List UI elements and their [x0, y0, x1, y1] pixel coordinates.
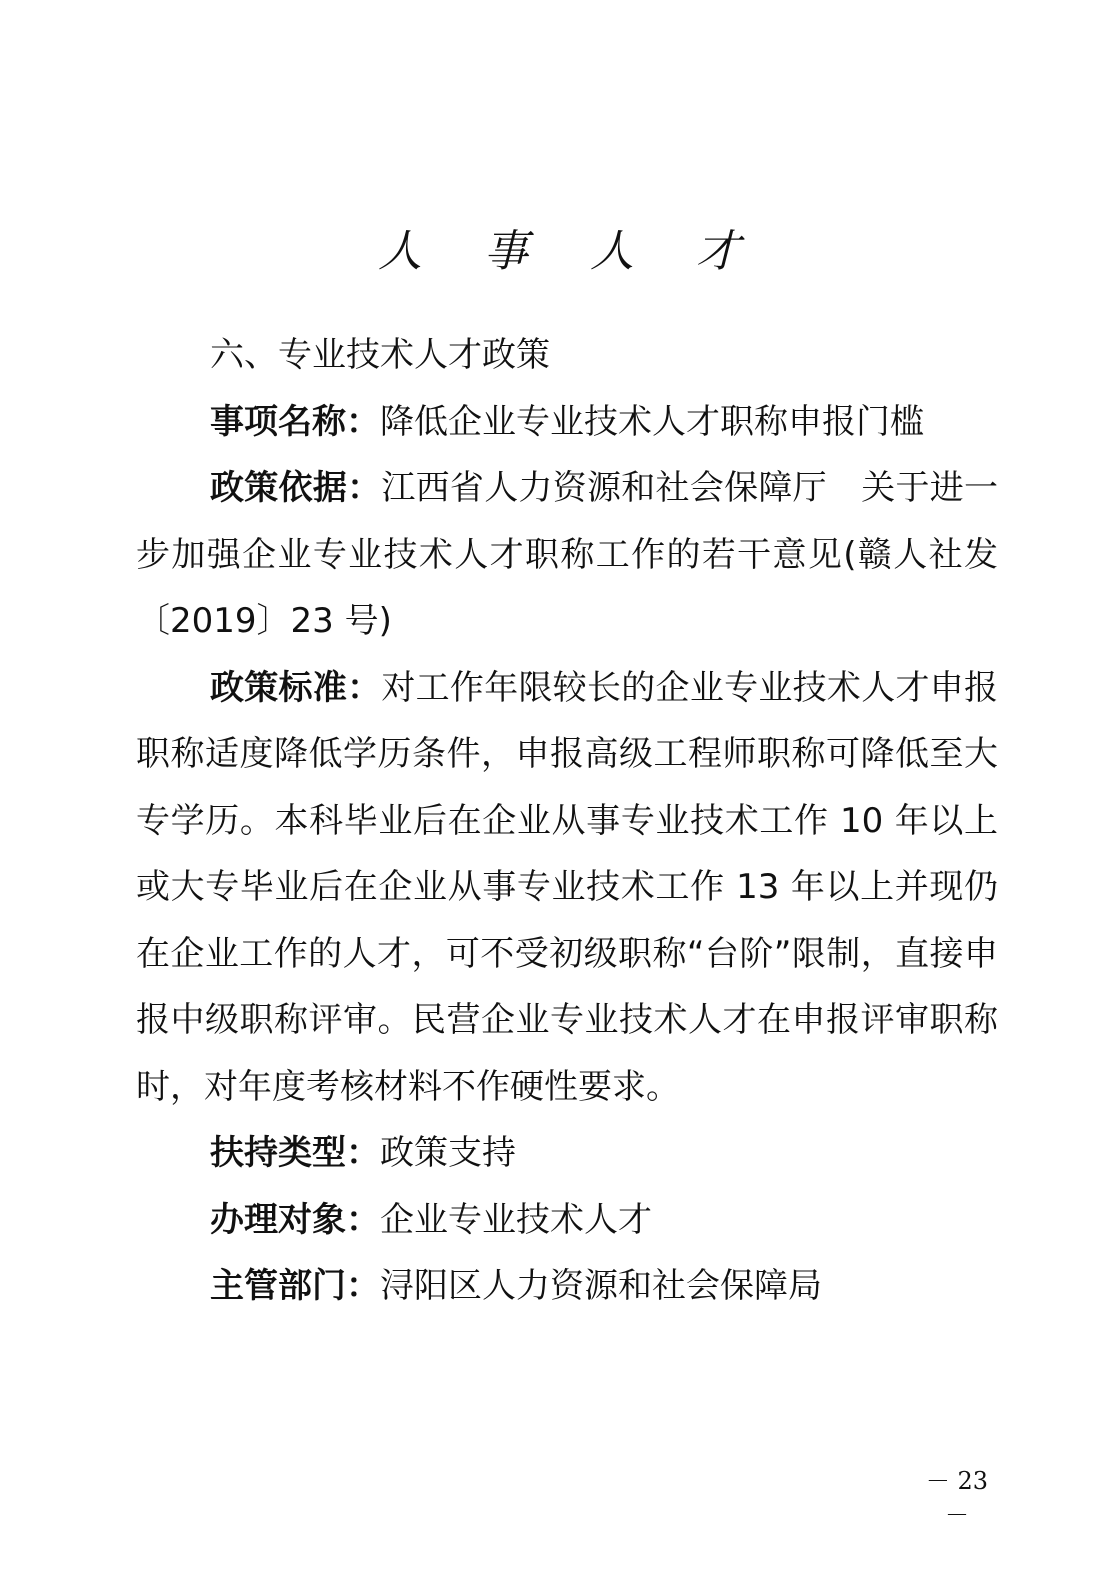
policy-basis-value: 江西省人力资源和社会保障厅 关于进一步加强企业专业技术人才职称工作的若干意见(赣人社发〔2019〕23 号): [136, 468, 999, 641]
item-name-label: 事项名称：: [210, 401, 380, 442]
target-row: [136, 1187, 998, 1254]
support-type-row: [136, 1120, 998, 1187]
support-type-value: 政策支持: [380, 1133, 516, 1173]
item-name-value: 降低企业专业技术人才职称申报门槛: [380, 401, 924, 442]
item-name-row: [136, 389, 998, 456]
target-label: 办理对象：: [210, 1199, 380, 1240]
policy-standard-value: 对工作年限较长的企业专业技术人才申报职称适度降低学历条件，申报高级工程师职称可降低至大专学历。本科毕业后在企业从事专业技术工作 10 年以上或大专毕业后在企业从事专业技术工作 13 年以上并现仍在企业工作的人才，可不受初级职称“台阶”限制，直接申报中级职称评审。民营企业专业技术人才在申报评审职称时，对年度考核材料不作硬性要求。: [136, 667, 999, 1107]
page-title-char: 事: [484, 226, 528, 277]
page-title-char: 人: [378, 226, 422, 277]
support-type-label: 扶持类型：: [210, 1133, 380, 1173]
page-title-char: 才: [696, 226, 740, 277]
policy-standard-row: [136, 655, 998, 1121]
document-body: [136, 322, 998, 1320]
department-row: [136, 1253, 998, 1320]
department-label: 主管部门：: [210, 1266, 380, 1306]
page-title: [0, 220, 1118, 284]
department-value: 浔阳区人力资源和社会保障局: [380, 1266, 822, 1306]
policy-basis-row: [136, 455, 998, 655]
policy-standard-label: 政策标准：: [210, 667, 382, 708]
page-number: － 23 －: [925, 1467, 989, 1529]
policy-basis-label: 政策依据：: [210, 468, 382, 508]
target-value: 企业专业技术人才: [380, 1199, 652, 1240]
page-title-char: 人: [590, 226, 634, 277]
section-heading: 六、专业技术人才政策: [210, 335, 550, 375]
